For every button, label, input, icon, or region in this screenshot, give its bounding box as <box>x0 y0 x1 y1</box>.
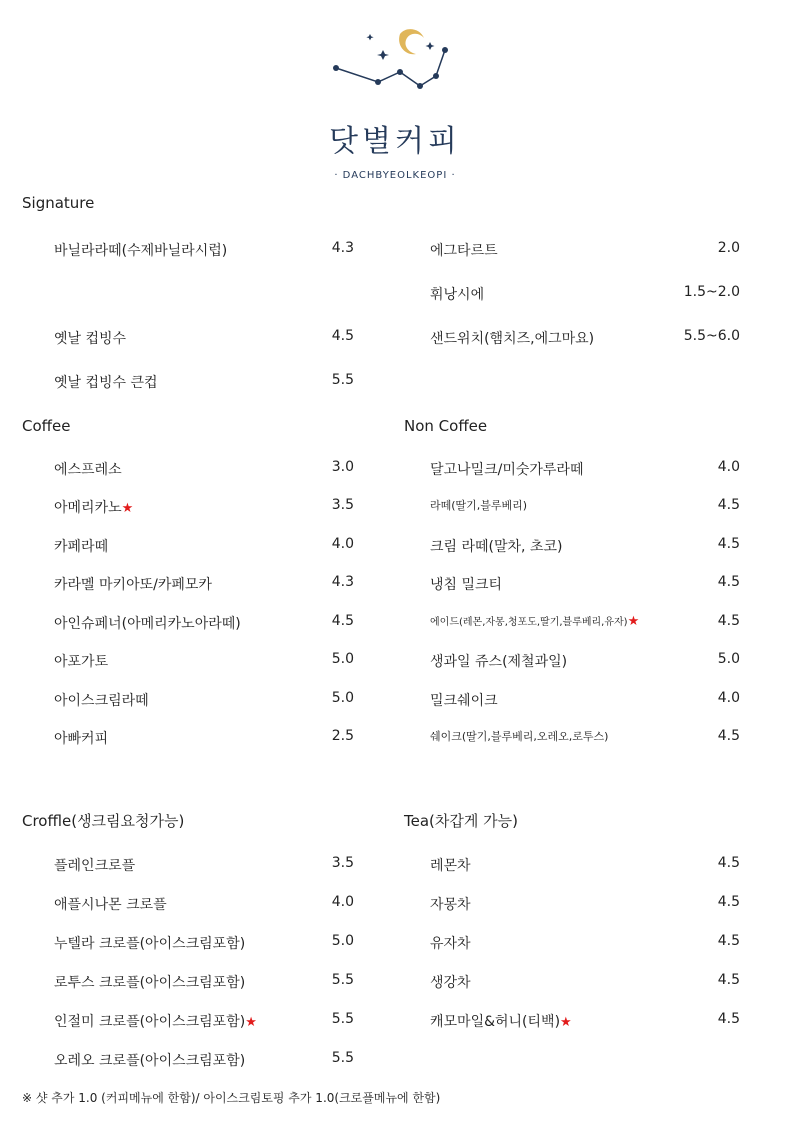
menu-item <box>430 690 740 710</box>
menu-item <box>54 894 354 914</box>
item-price: 4.5 <box>717 972 740 988</box>
item-name: 플레인크로플 <box>54 858 136 874</box>
recommend-star-icon: ★ <box>560 1015 572 1030</box>
item-name: 라떼(딸기,블루베리) <box>430 499 528 512</box>
item-name: 밀크쉐이크 <box>430 693 498 709</box>
item-name: 냉침 밀크티 <box>430 577 503 593</box>
menu-item <box>430 459 740 479</box>
menu-item <box>54 690 354 710</box>
item-name: 쉐이크(딸기,블루베리,오레오,로투스) <box>430 730 609 743</box>
item-name <box>54 497 133 517</box>
item-price: 5.0 <box>331 651 354 667</box>
footer-note: ※ 샷 추가 1.0 (커피메뉴에 한함)/ 아이스크림토핑 추가 1.0(크로플메뉴에 한함) <box>22 1091 441 1105</box>
menu-item <box>54 497 354 517</box>
item-name-text: 인절미 크로플(아이스크림포함) <box>54 1014 246 1030</box>
menu-item <box>430 933 740 953</box>
item-name: 옛날 컵빙수 큰컵 <box>54 375 158 391</box>
item-name: 휘낭시에 <box>430 287 485 303</box>
menu-item <box>430 894 740 914</box>
item-price: 4.0 <box>331 536 354 552</box>
menu-item <box>54 651 354 671</box>
item-name: 로투스 크로플(아이스크림포함) <box>54 975 246 991</box>
menu-item <box>54 372 354 392</box>
menu-item <box>54 328 354 348</box>
item-price: 4.5 <box>717 728 740 744</box>
item-price: 5.0 <box>331 690 354 706</box>
item-name: 오레오 크로플(아이스크림포함) <box>54 1053 246 1069</box>
item-name: 아빠커피 <box>54 731 109 747</box>
item-price: 5.0 <box>717 651 740 667</box>
item-name: 애플시나몬 크로플 <box>54 897 167 913</box>
item-name: 누텔라 크로플(아이스크림포함) <box>54 936 246 952</box>
item-name: 레몬차 <box>430 858 471 874</box>
item-price: 3.0 <box>331 459 354 475</box>
menu-item <box>430 855 740 875</box>
section-title-non-coffee: Non Coffee <box>404 417 488 435</box>
menu-item <box>430 497 740 517</box>
item-name: 크림 라떼(말차, 초코) <box>430 539 563 555</box>
item-price: 1.5~2.0 <box>683 284 740 300</box>
item-name: 에그타르트 <box>430 243 498 259</box>
menu-item <box>430 728 740 748</box>
item-price: 4.3 <box>331 240 354 256</box>
item-price: 4.5 <box>717 536 740 552</box>
item-price: 3.5 <box>331 855 354 871</box>
menu-item <box>430 536 740 556</box>
item-price: 5.5 <box>331 1011 354 1027</box>
item-name <box>54 1011 257 1031</box>
menu-item <box>54 574 354 594</box>
item-name: 자몽차 <box>430 897 471 913</box>
item-price: 4.0 <box>717 690 740 706</box>
item-name: 카페라떼 <box>54 539 109 555</box>
item-price: 5.0 <box>331 933 354 949</box>
item-price: 4.5 <box>717 574 740 590</box>
recommend-star-icon: ★ <box>245 1015 257 1030</box>
menu-item <box>54 972 354 992</box>
item-price: 2.0 <box>717 240 740 256</box>
menu-item <box>54 613 354 633</box>
item-name: 아이스크림라떼 <box>54 693 149 709</box>
item-price: 5.5 <box>331 1050 354 1066</box>
section-title-coffee: Coffee <box>22 417 71 435</box>
menu-item <box>430 651 740 671</box>
section-title-signature: Signature <box>22 194 95 212</box>
item-name: 카라멜 마키아또/카페모카 <box>54 577 212 593</box>
item-name: 아인슈페너(아메리카노아라떼) <box>54 616 241 632</box>
item-price: 4.5 <box>717 497 740 513</box>
item-name: 옛날 컵빙수 <box>54 331 127 347</box>
item-price: 2.5 <box>331 728 354 744</box>
item-name-text: 캐모마일&허니(티백) <box>430 1014 561 1030</box>
item-name <box>430 1011 572 1031</box>
item-price: 3.5 <box>331 497 354 513</box>
item-price: 5.5 <box>331 972 354 988</box>
menu-item <box>54 855 354 875</box>
menu-item <box>54 933 354 953</box>
item-price: 4.5 <box>717 613 740 629</box>
item-price: 4.5 <box>717 933 740 949</box>
item-name-text: 아메리카노 <box>54 500 122 516</box>
section-title-tea: Tea(차갑게 가능) <box>404 812 518 830</box>
item-name: 생강차 <box>430 975 471 991</box>
item-price: 4.5 <box>331 613 354 629</box>
menu-item <box>430 972 740 992</box>
menu-item <box>54 1050 354 1070</box>
item-name: 달고나밀크/미숫가루라떼 <box>430 462 584 478</box>
constellation-moon-icon <box>300 20 490 120</box>
item-name: 바닐라라떼(수제바닐라시럽) <box>54 243 228 259</box>
item-name: 생과일 쥬스(제철과일) <box>430 654 568 670</box>
item-name: 에스프레소 <box>54 462 122 478</box>
menu-item <box>430 328 740 348</box>
item-name: 아포가토 <box>54 654 109 670</box>
recommend-star-icon: ★ <box>121 501 134 516</box>
menu-item <box>430 613 740 633</box>
item-price: 4.5 <box>717 894 740 910</box>
item-name: 샌드위치(햄치즈,에그마요) <box>430 331 595 347</box>
menu-item <box>430 574 740 594</box>
brand-name: 닷별커피 <box>329 124 461 159</box>
menu-item <box>54 728 354 748</box>
menu-item <box>430 1011 740 1031</box>
item-price: 4.5 <box>717 1011 740 1027</box>
item-price: 4.3 <box>331 574 354 590</box>
item-name: 유자차 <box>430 936 471 952</box>
item-price: 4.5 <box>717 855 740 871</box>
menu-item <box>54 536 354 556</box>
menu-item <box>54 240 354 260</box>
brand-logo <box>300 20 490 181</box>
item-name <box>430 613 639 629</box>
menu-item <box>54 459 354 479</box>
item-price: 5.5 <box>331 372 354 388</box>
menu-item <box>54 1011 354 1031</box>
item-name-text: 에이드(레몬,자몽,청포도,딸기,블루베리,유자) <box>430 617 628 628</box>
item-price: 4.0 <box>331 894 354 910</box>
recommend-star-icon: ★ <box>627 614 640 629</box>
item-price: 4.0 <box>717 459 740 475</box>
menu-item <box>430 284 740 304</box>
menu-item <box>430 240 740 260</box>
section-title-croffle: Croffle(생크림요청가능) <box>22 812 185 830</box>
item-price: 5.5~6.0 <box>683 328 740 344</box>
item-price: 4.5 <box>331 328 354 344</box>
brand-subtitle: · DACHBYEOLKEOPI · <box>334 170 456 181</box>
